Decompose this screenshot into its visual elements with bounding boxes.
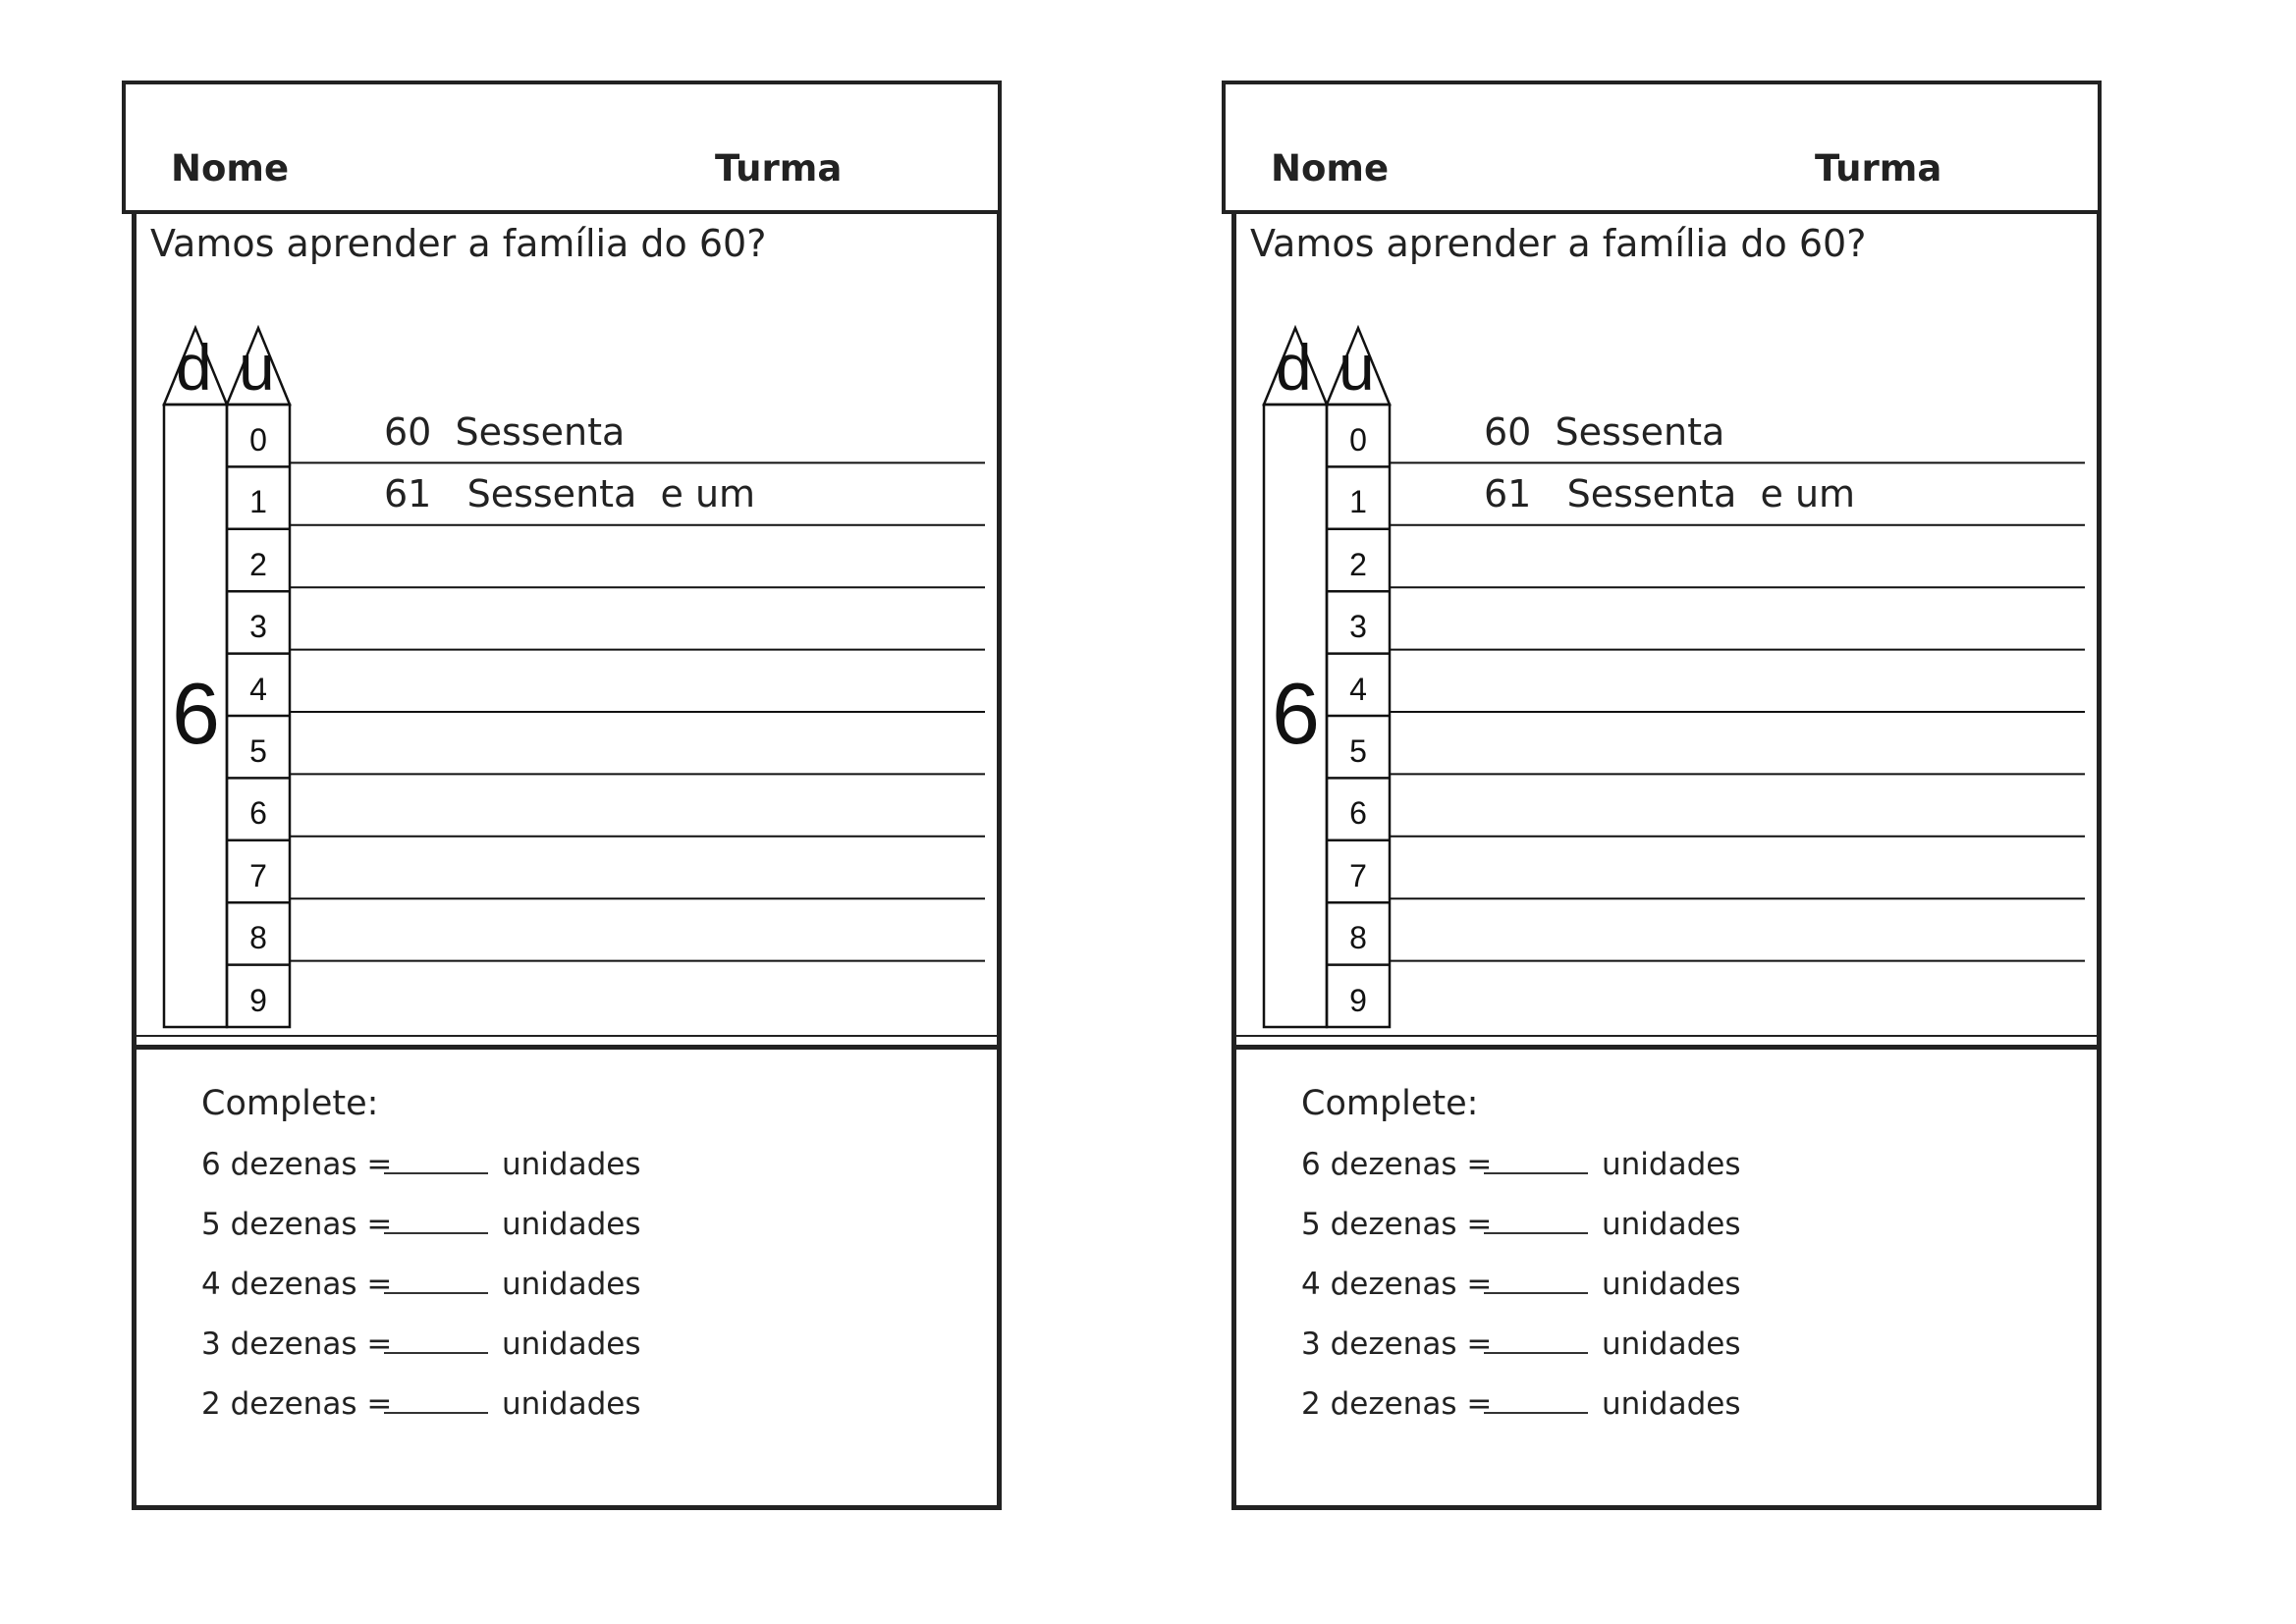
name-label: Nome <box>1271 147 1390 189</box>
name-class-header <box>122 81 1002 214</box>
units-label: unidades <box>1602 1326 1741 1362</box>
section-divider-thin <box>137 1035 997 1037</box>
unit-digit: 5 <box>1349 733 1367 769</box>
worksheet-left <box>0 0 884 1624</box>
section-divider <box>137 1045 997 1050</box>
name-label: Nome <box>171 147 290 189</box>
conversion-exercise <box>201 1267 640 1302</box>
conversion-exercise <box>1301 1207 1740 1242</box>
unit-digit: 7 <box>1349 857 1367 893</box>
exercise-box <box>132 214 1002 1510</box>
unit-digit: 6 <box>1349 795 1367 832</box>
unit-digit: 3 <box>249 609 267 645</box>
conversion-exercise <box>1301 1326 1740 1362</box>
units-label: unidades <box>1602 1386 1741 1422</box>
tens-quantity: 6 dezenas = <box>201 1147 393 1182</box>
tens-quantity: 2 dezenas = <box>1301 1386 1493 1422</box>
answer-blank <box>1484 1328 1588 1354</box>
number-name-row: 61 Sessenta e um <box>1484 472 1856 516</box>
conversion-exercise <box>1301 1147 1740 1182</box>
answer-blank <box>1484 1209 1588 1234</box>
tens-quantity: 3 dezenas = <box>201 1326 393 1362</box>
unit-digit: 0 <box>249 422 267 458</box>
answer-blank <box>384 1269 488 1294</box>
conversion-exercise <box>1301 1386 1740 1422</box>
tens-quantity: 2 dezenas = <box>201 1386 393 1422</box>
answer-lines <box>1327 462 2085 964</box>
unit-digit: 8 <box>1349 920 1367 956</box>
complete-title: Complete: <box>1301 1084 1479 1123</box>
unit-digit: 9 <box>1349 982 1367 1018</box>
unit-digit: 2 <box>249 546 267 582</box>
units-header: u <box>239 331 275 404</box>
conversion-exercise <box>1301 1267 1740 1302</box>
conversion-exercise <box>201 1207 640 1242</box>
conversion-exercise <box>201 1386 640 1422</box>
conversion-exercise <box>201 1147 640 1182</box>
number-name-row: 61 Sessenta e um <box>384 472 756 516</box>
worksheet-right <box>1100 0 1984 1624</box>
tens-header: d <box>1276 331 1312 404</box>
unit-digit: 2 <box>1349 546 1367 582</box>
unit-digit: 9 <box>249 982 267 1018</box>
answer-blank <box>1484 1269 1588 1294</box>
unit-digit: 1 <box>1349 484 1367 520</box>
tens-quantity: 3 dezenas = <box>1301 1326 1493 1362</box>
unit-digit: 3 <box>1349 609 1367 645</box>
unit-digit: 4 <box>1349 671 1367 707</box>
unit-digit: 4 <box>249 671 267 707</box>
units-label: unidades <box>502 1147 641 1182</box>
unit-digit: 5 <box>249 733 267 769</box>
name-class-header <box>1222 81 2102 214</box>
units-label: unidades <box>502 1326 641 1362</box>
number-name-row: 60 Sessenta <box>1484 410 1725 454</box>
unit-digit: 6 <box>249 795 267 832</box>
unit-digit: 0 <box>1349 422 1367 458</box>
units-label: unidades <box>502 1267 641 1302</box>
answer-blank <box>384 1388 488 1414</box>
tens-quantity: 6 dezenas = <box>1301 1147 1493 1182</box>
tens-quantity: 4 dezenas = <box>1301 1267 1493 1302</box>
section-divider-thin <box>1236 1035 2097 1037</box>
complete-title: Complete: <box>201 1084 379 1123</box>
answer-lines <box>227 462 985 964</box>
tens-quantity: 5 dezenas = <box>1301 1207 1493 1242</box>
units-label: unidades <box>1602 1267 1741 1302</box>
number-name-row: 60 Sessenta <box>384 410 626 454</box>
answer-blank <box>384 1149 488 1174</box>
class-label: Turma <box>715 147 843 189</box>
conversion-exercise <box>201 1326 640 1362</box>
question-text: Vamos aprender a família do 60? <box>150 222 767 265</box>
tens-quantity: 4 dezenas = <box>201 1267 393 1302</box>
unit-digit: 1 <box>249 484 267 520</box>
answer-blank <box>1484 1149 1588 1174</box>
tens-digit: 6 <box>1272 665 1320 762</box>
answer-blank <box>1484 1388 1588 1414</box>
units-header: u <box>1339 331 1375 404</box>
class-label: Turma <box>1815 147 1942 189</box>
question-text: Vamos aprender a família do 60? <box>1250 222 1867 265</box>
tens-quantity: 5 dezenas = <box>201 1207 393 1242</box>
units-label: unidades <box>502 1386 641 1422</box>
units-label: unidades <box>1602 1147 1741 1182</box>
tens-header: d <box>176 331 212 404</box>
exercise-box <box>1231 214 2102 1510</box>
unit-digit: 8 <box>249 920 267 956</box>
units-label: unidades <box>502 1207 641 1242</box>
unit-digit: 7 <box>249 857 267 893</box>
tens-digit: 6 <box>172 665 220 762</box>
answer-blank <box>384 1209 488 1234</box>
units-label: unidades <box>1602 1207 1741 1242</box>
answer-blank <box>384 1328 488 1354</box>
section-divider <box>1236 1045 2097 1050</box>
